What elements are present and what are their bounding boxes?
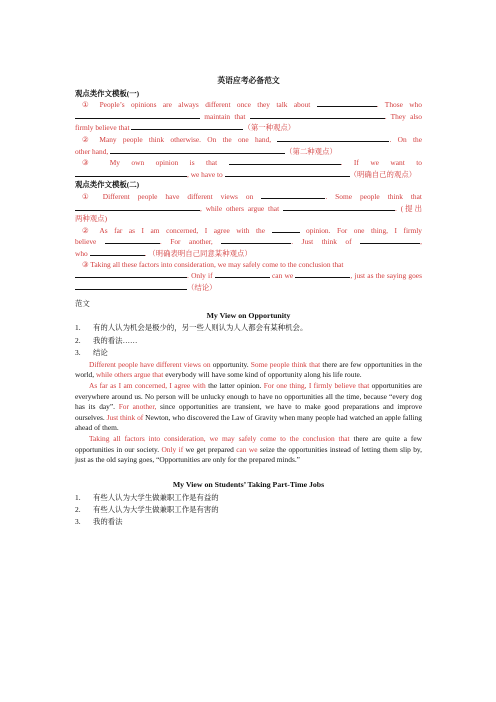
blank [229, 157, 341, 165]
blank [295, 270, 350, 278]
essay1-paragraph1: Different people have different views on opportunity. Some people think that there are few opportunities in the world, while others argue that everybody will have some kind of opportunity along his life route. [75, 359, 422, 380]
essay1-paragraph2: As far as I am concerned, I agree with the latter opinion. For one thing, I firmly believe that opportunities are everywhere around us. No person will be unlucky enough to have no opportunities all the time, because “every dog has its day”. For another, since opportunities are transient, we have to make good preparations and improve ourselves. Just think of Newton, who discovered the Law of Gravity when many people had watched an apple falling ahead of them. [75, 380, 422, 433]
section2-line6: who . （明确表明自己同意某种观点） [75, 248, 252, 258]
section1-line4: ② Many people think otherwise. On the one hand, . On the [82, 134, 422, 144]
section1-line5: other hand, （第二种观点） [75, 146, 337, 156]
blank [225, 169, 350, 177]
blank [75, 270, 187, 278]
blank [215, 270, 270, 278]
outline-item: 3. 结论 [75, 347, 108, 357]
outline-item: 2. 有些人认为大学生做兼职工作是有害的 [75, 505, 219, 515]
section1-line6: ③ My own opinion is that . If we want to [82, 158, 422, 168]
blank [75, 111, 200, 119]
blank [272, 225, 300, 233]
blank [250, 111, 385, 119]
section2-line9: （结论） [75, 282, 422, 294]
blank [277, 134, 389, 142]
section2-line8: . Only if can we , just as the saying goes [75, 270, 422, 282]
outline-item: 3. 我的看法 [75, 517, 123, 527]
document-content [75, 76, 422, 530]
section2-line3: 两种观点) [75, 214, 108, 224]
section2-heading: 观点类作文模板(二) [75, 180, 140, 190]
blank [105, 236, 160, 244]
essay1-outline [75, 323, 422, 358]
blank [110, 146, 285, 154]
section1-line7: , we have to （明确自己的观点） [75, 169, 422, 181]
essay1-paragraph3: Taking all factors into consideration, we may safely come to the conclusion that there are quite a few opportunities in our society. Only if we get prepared can we seize the opportunities instead of letting them slip by, just as the old saying goes, “Opportunities are only for the prepared minds.” [75, 433, 422, 465]
blank [90, 248, 145, 256]
document-title: 英语应考必备范文 [217, 76, 280, 85]
outline-item: 1. 有些人认为大学生做兼职工作是有益的 [75, 493, 219, 503]
blank [221, 236, 291, 244]
essay2-title: My View on Students’ Taking Part-Time Jobs [172, 479, 325, 489]
essay2-outline [75, 493, 422, 528]
blank [283, 203, 395, 211]
section1-heading: 观点类作文模板(一) [75, 88, 140, 98]
section2-line2: , while others argue that . (提出 [75, 203, 422, 215]
section2-line1: ① Different people have different views on . Some people think that [82, 191, 422, 201]
blank [75, 169, 187, 177]
essay-label: 范文 [75, 299, 90, 309]
blank [261, 191, 325, 199]
blank [75, 282, 187, 290]
outline-item: 1. 有的人认为机会是极少的，另一些人则认为人人都会有某种机会。 [75, 323, 308, 333]
section1-line1: ① People’s opinions are always different once they talk about . Those who [82, 100, 422, 110]
section2-line5: believe . For another, . Just think of , [75, 237, 422, 247]
blank [317, 99, 377, 107]
blank [131, 122, 243, 130]
blank [75, 203, 200, 211]
section1-line2: maintain that . They also [75, 111, 422, 123]
blank [360, 236, 420, 244]
section2-line4: ② As far as I am concerned, I agree with the opinion. For one thing, I firmly [82, 225, 422, 235]
essay1-title: My View on Opportunity [206, 310, 291, 320]
outline-item: 2. 我的看法…… [75, 335, 138, 345]
section1-line3: firmly believe that （第一种观点） [75, 123, 296, 133]
section2-line7: ③ Taking all these factors into consideration, we may safely come to the conclusion that [82, 259, 344, 269]
